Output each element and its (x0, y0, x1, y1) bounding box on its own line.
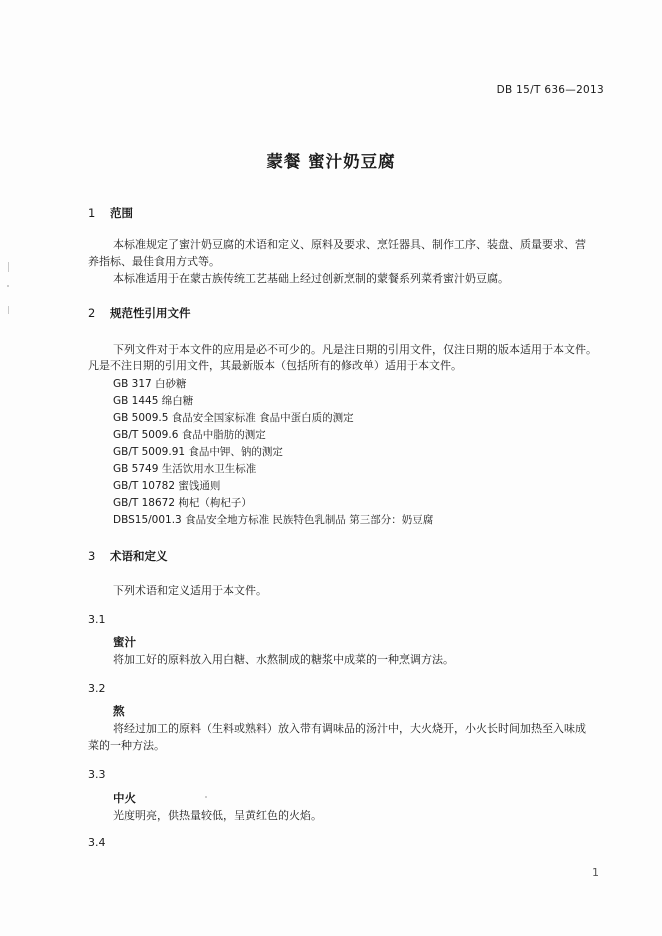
reference-item: GB/T 5009.6 食品中脂肪的测定 (113, 429, 266, 441)
scope-paragraph-2: 本标准适用于在蒙古族传统工艺基础上经过创新烹制的蒙餐系列菜肴蜜汁奶豆腐。 (113, 272, 509, 285)
references-intro-line-2: 凡是不注日期的引用文件，其最新版本（包括所有的修改单）适用于本文件。 (88, 359, 462, 372)
term-title: 中火 (113, 791, 136, 805)
reference-item: GB 5009.5 食品安全国家标准 食品中蛋白质的测定 (113, 412, 354, 424)
clause-number: 3.3 (88, 768, 106, 781)
section-number: 2 (88, 306, 96, 320)
clause-number: 3.4 (88, 836, 106, 849)
term-definition: 将加工好的原料放入用白糖、水熬制成的糖浆中成菜的一种烹调方法。 (113, 653, 454, 666)
reference-item: GB 317 白砂糖 (113, 378, 187, 390)
reference-item: GB/T 18672 枸杞（枸杞子） (113, 497, 252, 509)
section-number: 1 (88, 206, 96, 220)
section-2-heading (88, 305, 191, 321)
scan-mark (7, 285, 9, 287)
standard-code: DB 15/T 636—2013 (496, 84, 604, 96)
reference-item: GB/T 5009.91 食品中钾、钠的测定 (113, 446, 283, 458)
scan-mark (205, 796, 207, 798)
references-intro-line-1: 下列文件对于本文件的应用是必不可少的。凡是注日期的引用文件，仅注日期的版本适用于本文件。 (113, 343, 597, 356)
term-title: 熬 (113, 704, 125, 718)
clause-number: 3.2 (88, 682, 106, 695)
reference-item: GB 1445 绵白糖 (113, 395, 194, 407)
section-title: 术语和定义 (110, 549, 168, 563)
scope-paragraph-1-line-1: 本标准规定了蜜汁奶豆腐的术语和定义、原料及要求、烹饪器具、制作工序、装盘、质量要求、营 (113, 238, 586, 251)
document-title: 蒙餐 蜜汁奶豆腐 (266, 152, 396, 171)
section-3-heading (88, 548, 168, 564)
term-definition: 光度明亮，供热量较低，呈黄红色的火焰。 (113, 809, 322, 822)
section-1-heading (88, 205, 133, 221)
page-number: 1 (592, 866, 599, 879)
term-definition-line-1: 将经过加工的原料（生料或熟料）放入带有调味品的汤汁中，大火烧开，小火长时间加热至入味成 (113, 722, 586, 735)
clause-number: 3.1 (88, 613, 106, 626)
terms-intro: 下列术语和定义适用于本文件。 (113, 584, 267, 597)
reference-item: DBS15/001.3 食品安全地方标准 民族特色乳制品 第三部分：奶豆腐 (113, 514, 434, 526)
section-title: 范围 (110, 206, 133, 220)
section-number: 3 (88, 549, 96, 563)
section-title: 规范性引用文件 (110, 306, 191, 320)
term-definition-line-2: 菜的一种方法。 (88, 739, 165, 752)
scope-paragraph-1-line-2: 养指标、最佳食用方式等。 (88, 255, 220, 268)
reference-item: GB 5749 生活饮用水卫生标准 (113, 463, 257, 475)
reference-item: GB/T 10782 蜜饯通则 (113, 480, 221, 492)
scan-mark (8, 262, 9, 272)
term-title: 蜜汁 (113, 635, 136, 649)
scan-mark (8, 306, 9, 314)
